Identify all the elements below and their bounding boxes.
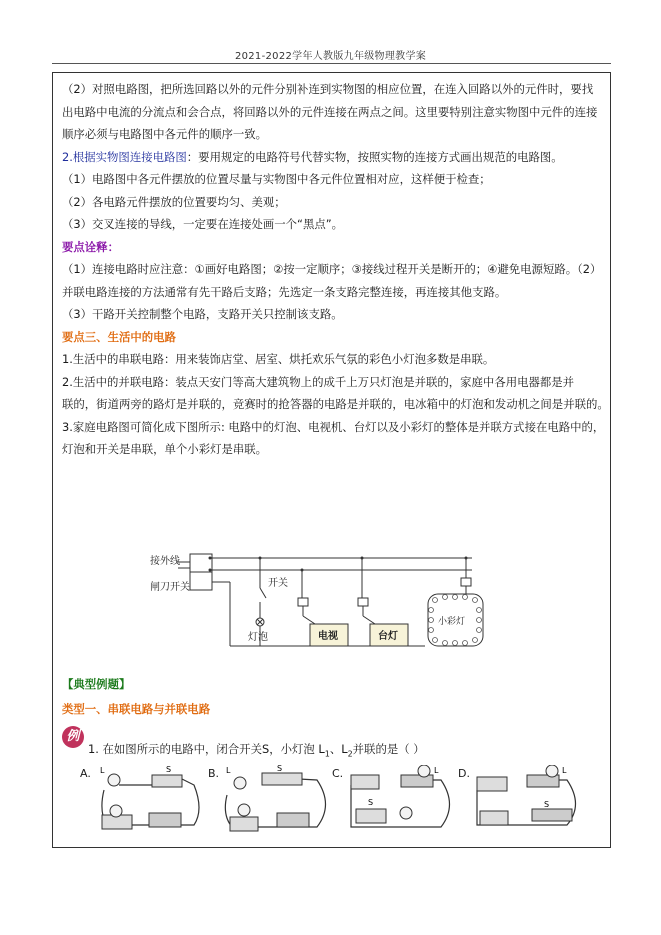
paragraph: （2）各电路元件摆放的位置要均匀、美观； <box>62 194 286 209</box>
paragraph: （3）交叉连接的导线，一定要在连接处画一个“黑点”。 <box>62 217 344 231</box>
paragraph: 并联电路连接的方法通常有先干路后支路；先选定一条支路完整连接，再连接其他支路。 <box>62 284 507 299</box>
svg-text:L: L <box>434 766 439 775</box>
option-letter-c: C. <box>332 767 344 780</box>
paragraph: 出电路中电流的分流点和会合点，将回路以外的元件连接在两点之间。这里要特别注意实物图中元件的连接 <box>62 104 598 119</box>
household-circuit-figure <box>150 548 485 658</box>
svg-text:L: L <box>100 766 105 775</box>
paragraph: 2.生活中的并联电路：装点天安门等高大建筑物上的成千上万只灯泡是并联的，家庭中各用电器都是并 <box>62 374 575 389</box>
paragraph: （2）对照电路图，把所选回路以外的元件分别补连到实物图的相应位置，在连入回路以外的元件时，要找 <box>62 82 594 96</box>
option-b-circuit[interactable] <box>222 765 342 835</box>
page-header: 2021-2022学年人教版九年级物理教学案 <box>234 51 427 62</box>
paragraph: （3）干路开关控制整个电路，支路开关只控制该支路。 <box>62 307 343 321</box>
svg-text:S: S <box>544 800 550 809</box>
paragraph: 顺序必须与电路图中各元件的顺序一致。 <box>62 127 268 141</box>
paragraph: 联的，街道两旁的路灯是并联的，竞赛时的抢答器的电路是并联的，电冰箱中的灯泡和发动机之间是并联的。 <box>62 397 609 411</box>
svg-text:S: S <box>368 798 374 807</box>
label-bulb: 灯泡 <box>248 632 268 643</box>
subscript: 2 <box>347 749 353 759</box>
typical-examples-heading: 【典型例题】 <box>62 677 131 691</box>
option-letter-b: B. <box>208 767 220 780</box>
option-c-circuit[interactable] <box>346 765 466 835</box>
option-d-circuit[interactable] <box>472 765 592 835</box>
paragraph: 1.生活中的串联电路：用来装饰店堂、居室、烘托欢乐气氛的彩色小灯泡多数是串联。 <box>62 352 495 366</box>
label-tv: 电视 <box>318 631 338 642</box>
option-a-circuit[interactable] <box>94 765 214 835</box>
label-supply: 接外线 <box>150 556 180 567</box>
label-knife-switch: 闸刀开关 <box>150 582 190 593</box>
question-text: 、L <box>329 742 348 756</box>
type-heading: 类型一、串联电路与并联电路 <box>62 702 211 716</box>
label-switch: 开关 <box>268 578 288 589</box>
label-lamp: 台灯 <box>378 631 398 642</box>
question-text: 并联的是（ ） <box>352 742 425 756</box>
paragraph <box>62 146 602 169</box>
header-rule <box>52 63 611 64</box>
paragraph: 3.家庭电路图可简化成下图所示: 电路中的灯泡、电视机、台灯以及小彩灯的整体是并联方式接在电路中的， <box>62 419 605 434</box>
svg-text:S: S <box>277 765 283 773</box>
paragraph: （1）连接电路时应注意：①画好电路图；②按一定顺序；③接线过程开关是断开的；④避免电源短路。（2） <box>62 262 602 276</box>
paragraph: （1）电路图中各元件摆放的位置尽量与实物图中各元件位置相对应，这样便于检查； <box>62 172 491 186</box>
option-letter-d: D. <box>458 767 470 780</box>
svg-text:L: L <box>226 766 231 775</box>
paragraph-text: ：要用规定的电路符号代替实物，按照实物的连接方式画出规范的电路图。 <box>186 149 563 164</box>
svg-text:L: L <box>562 766 567 775</box>
question-text: 1. 在如图所示的电路中，闭合开关S，小灯泡 L <box>88 742 325 756</box>
subscript: 1 <box>324 749 330 759</box>
svg-text:S: S <box>166 765 172 774</box>
subheading: 2.根据实物图连接电路图 <box>62 149 187 164</box>
option-letter-a: A. <box>80 767 91 780</box>
keypoint-title: 要点诠释： <box>62 239 119 254</box>
question-1 <box>88 741 425 758</box>
paragraph: 灯泡和开关是串联，单个小彩灯是串联。 <box>62 442 268 456</box>
label-string-lights: 小彩灯 <box>438 617 466 627</box>
main-content <box>62 78 609 461</box>
section-heading: 要点三、生活中的电路 <box>62 329 176 344</box>
example-badge: 例 <box>62 726 84 748</box>
